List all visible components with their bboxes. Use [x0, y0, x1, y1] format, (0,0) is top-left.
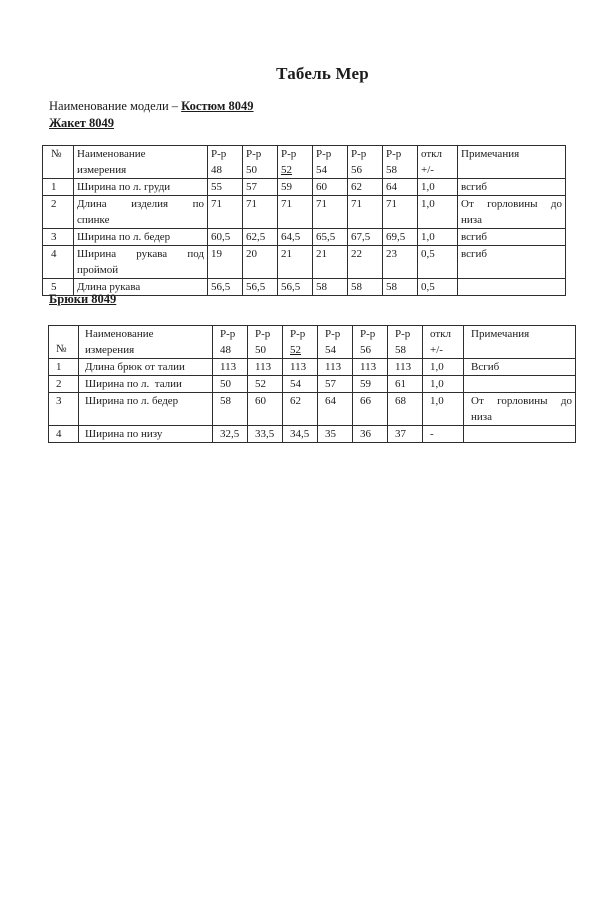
col-header-measurement-name — [79, 326, 213, 359]
row-number-cell: 3 — [49, 393, 79, 426]
col-header-measurement-name — [74, 146, 208, 179]
size-value-cell: 58 — [348, 279, 383, 296]
col-header-size-56 — [348, 146, 383, 179]
cell-text-line: спинке — [77, 214, 110, 226]
size-label-line: Р-р — [316, 148, 332, 160]
cell-text-line: Длина рукава — [77, 281, 141, 293]
note-cell — [464, 376, 576, 393]
size-label-line: Р-р — [395, 328, 411, 340]
size-value-cell: 62,5 — [243, 229, 278, 246]
size-label-line: Р-р — [220, 328, 236, 340]
size-number-line: 56 — [360, 344, 371, 356]
note-cell — [464, 426, 576, 443]
size-value-cell: 54 — [283, 376, 318, 393]
size-value-cell: 71 — [278, 196, 313, 229]
col-header-size-54 — [318, 326, 353, 359]
note-cell — [458, 229, 566, 246]
deviation-cell: 0,5 — [418, 279, 458, 296]
size-value-cell: 60 — [313, 179, 348, 196]
size-value-cell: 69,5 — [383, 229, 418, 246]
size-value-cell: 59 — [353, 376, 388, 393]
deviation-cell: - — [423, 426, 464, 443]
size-value-cell: 64 — [383, 179, 418, 196]
col-header-notes: Примечания — [464, 326, 576, 359]
size-number-line: 48 — [220, 344, 231, 356]
cell-text-line: всгиб — [461, 181, 488, 193]
size-value-cell: 64 — [318, 393, 353, 426]
size-value-cell: 71 — [243, 196, 278, 229]
measurement-name-cell — [74, 246, 208, 279]
note-cell — [458, 246, 566, 279]
size-value-cell: 21 — [313, 246, 348, 279]
cell-text-line: Ширина по л. бедер — [77, 231, 171, 243]
trousers-heading: Брюки 8049 — [49, 292, 117, 306]
col-header-deviation — [423, 326, 464, 359]
deviation-cell: 1,0 — [418, 179, 458, 196]
row-number-cell: 5 — [43, 279, 74, 296]
model-name-line — [49, 98, 254, 114]
note-cell — [458, 279, 566, 296]
size-value-cell: 113 — [318, 359, 353, 376]
col-header-number: № — [49, 326, 79, 359]
size-value-cell: 60 — [248, 393, 283, 426]
size-value-cell: 56,5 — [278, 279, 313, 296]
col-header-notes: Примечания — [458, 146, 566, 179]
size-value-cell: 33,5 — [248, 426, 283, 443]
size-value-cell: 21 — [278, 246, 313, 279]
cell-text-line: Длина изделия по — [77, 198, 204, 210]
size-number-line: 56 — [351, 164, 362, 176]
deviation-cell: 0,5 — [418, 246, 458, 279]
size-value-cell: 57 — [243, 179, 278, 196]
size-value-cell: 32,5 — [213, 426, 248, 443]
size-value-cell: 34,5 — [283, 426, 318, 443]
size-value-cell: 113 — [213, 359, 248, 376]
model-name-label: Наименование модели – — [49, 99, 182, 113]
size-label-line: Р-р — [255, 328, 271, 340]
size-value-cell: 58 — [213, 393, 248, 426]
size-label-line: Р-р — [360, 328, 376, 340]
row-number-cell: 4 — [49, 426, 79, 443]
size-value-cell: 59 — [278, 179, 313, 196]
size-value-cell: 71 — [383, 196, 418, 229]
measurement-name-cell — [74, 196, 208, 229]
row-number-cell: 4 — [43, 246, 74, 279]
size-value-cell: 68 — [388, 393, 423, 426]
col-header-size-48 — [213, 326, 248, 359]
size-label-line: Р-р — [325, 328, 341, 340]
size-value-cell: 60,5 — [208, 229, 243, 246]
cell-text-line: Ширина рукава под — [77, 248, 204, 260]
size-value-cell: 57 — [318, 376, 353, 393]
size-value-cell: 61 — [388, 376, 423, 393]
size-number-line: 54 — [325, 344, 336, 356]
measurement-row — [43, 196, 566, 229]
cell-text-line: Ширина по низу — [85, 428, 163, 440]
size-value-cell: 113 — [388, 359, 423, 376]
size-number-line: 48 — [211, 164, 222, 176]
col-header-size-52 — [283, 326, 318, 359]
cell-text-line: низа — [471, 411, 493, 423]
size-label-line: Р-р — [281, 148, 297, 160]
size-value-cell: 71 — [313, 196, 348, 229]
trousers-table-body — [49, 359, 576, 443]
size-number-line: 52 — [290, 344, 301, 356]
cell-text-line: всгиб — [461, 231, 488, 243]
jacket-measurements-table — [42, 145, 566, 296]
size-value-cell: 37 — [388, 426, 423, 443]
row-number-cell: 2 — [43, 196, 74, 229]
col-header-size-48 — [208, 146, 243, 179]
note-cell — [464, 359, 576, 376]
col-header-size-52 — [278, 146, 313, 179]
size-value-cell: 58 — [383, 279, 418, 296]
size-number-line: 50 — [255, 344, 266, 356]
cell-text-line: Ширина по л. бедер — [85, 395, 179, 407]
size-value-cell: 113 — [283, 359, 318, 376]
cell-text-line: +/- — [430, 344, 443, 356]
cell-text-line: Наименование — [85, 328, 154, 340]
size-value-cell: 56,5 — [243, 279, 278, 296]
deviation-cell: 1,0 — [423, 393, 464, 426]
size-value-cell: 35 — [318, 426, 353, 443]
size-value-cell: 64,5 — [278, 229, 313, 246]
size-value-cell: 52 — [248, 376, 283, 393]
row-number-cell: 1 — [43, 179, 74, 196]
size-number-line: 58 — [395, 344, 406, 356]
col-header-number: № — [43, 146, 74, 179]
cell-text-line: низа — [461, 214, 483, 226]
measurement-row — [43, 246, 566, 279]
size-value-cell: 62 — [283, 393, 318, 426]
size-value-cell: 50 — [213, 376, 248, 393]
note-cell — [458, 196, 566, 229]
cell-text-line: откл — [421, 148, 442, 160]
size-value-cell: 71 — [348, 196, 383, 229]
note-cell — [458, 179, 566, 196]
col-header-size-58 — [383, 146, 418, 179]
size-value-cell: 58 — [313, 279, 348, 296]
size-value-cell: 19 — [208, 246, 243, 279]
deviation-cell: 1,0 — [423, 359, 464, 376]
cell-text-line: Ширина по л. талии — [85, 378, 182, 390]
size-number-line: 52 — [281, 164, 292, 176]
jacket-table-header — [43, 146, 566, 179]
jacket-table-body — [43, 179, 566, 296]
size-value-cell: 71 — [208, 196, 243, 229]
measurement-row — [43, 279, 566, 296]
cell-text-line: +/- — [421, 164, 434, 176]
measurement-row — [49, 426, 576, 443]
note-cell — [464, 393, 576, 426]
size-label-line: Р-р — [351, 148, 367, 160]
measurement-name-cell — [79, 393, 213, 426]
cell-text-line: Длина брюк от талии — [85, 361, 185, 373]
measurement-name-cell — [74, 179, 208, 196]
measurement-row — [49, 359, 576, 376]
deviation-cell: 1,0 — [418, 229, 458, 246]
col-header-size-56 — [353, 326, 388, 359]
document-title: Табель Мер — [276, 64, 369, 83]
size-value-cell: 56,5 — [208, 279, 243, 296]
size-value-cell: 67,5 — [348, 229, 383, 246]
cell-text-line: измерения — [77, 164, 127, 176]
measurement-row — [43, 179, 566, 196]
size-value-cell: 20 — [243, 246, 278, 279]
size-number-line: 58 — [386, 164, 397, 176]
size-value-cell: 113 — [248, 359, 283, 376]
row-number-cell: 3 — [43, 229, 74, 246]
size-label-line: Р-р — [246, 148, 262, 160]
col-header-size-50 — [243, 146, 278, 179]
size-value-cell: 55 — [208, 179, 243, 196]
col-header-size-54 — [313, 146, 348, 179]
row-number-cell: 2 — [49, 376, 79, 393]
trousers-table-header — [49, 326, 576, 359]
measurement-row — [49, 393, 576, 426]
size-value-cell: 65,5 — [313, 229, 348, 246]
measurement-row — [43, 229, 566, 246]
header-row — [49, 326, 576, 359]
size-value-cell: 66 — [353, 393, 388, 426]
cell-text-line: От горловины до — [461, 198, 562, 210]
header-row — [43, 146, 566, 179]
size-value-cell: 113 — [353, 359, 388, 376]
size-value-cell: 62 — [348, 179, 383, 196]
measurement-name-cell — [79, 359, 213, 376]
jacket-heading: Жакет 8049 — [49, 116, 115, 130]
measurement-name-cell — [74, 229, 208, 246]
cell-text-line: Наименование — [77, 148, 146, 160]
size-label-line: Р-р — [386, 148, 402, 160]
measurement-name-cell — [79, 376, 213, 393]
cell-text-line: всгиб — [461, 248, 488, 260]
cell-text-line: От горловины до — [471, 395, 572, 407]
size-label-line: Р-р — [211, 148, 227, 160]
size-value-cell: 36 — [353, 426, 388, 443]
col-header-size-58 — [388, 326, 423, 359]
cell-text-line: откл — [430, 328, 451, 340]
measurement-row — [49, 376, 576, 393]
cell-text-line: измерения — [85, 344, 135, 356]
size-value-cell: 22 — [348, 246, 383, 279]
col-header-size-50 — [248, 326, 283, 359]
row-number-cell: 1 — [49, 359, 79, 376]
cell-text-line: Всгиб — [471, 361, 500, 373]
measurement-name-cell — [79, 426, 213, 443]
cell-text-line: проймой — [77, 264, 119, 276]
size-number-line: 50 — [246, 164, 257, 176]
cell-text-line: Ширина по л. груди — [77, 181, 171, 193]
deviation-cell: 1,0 — [418, 196, 458, 229]
model-name-value: Костюм 8049 — [181, 99, 254, 113]
deviation-cell: 1,0 — [423, 376, 464, 393]
size-number-line: 54 — [316, 164, 327, 176]
size-label-line: Р-р — [290, 328, 306, 340]
col-header-deviation — [418, 146, 458, 179]
size-value-cell: 23 — [383, 246, 418, 279]
trousers-measurements-table — [48, 325, 576, 443]
